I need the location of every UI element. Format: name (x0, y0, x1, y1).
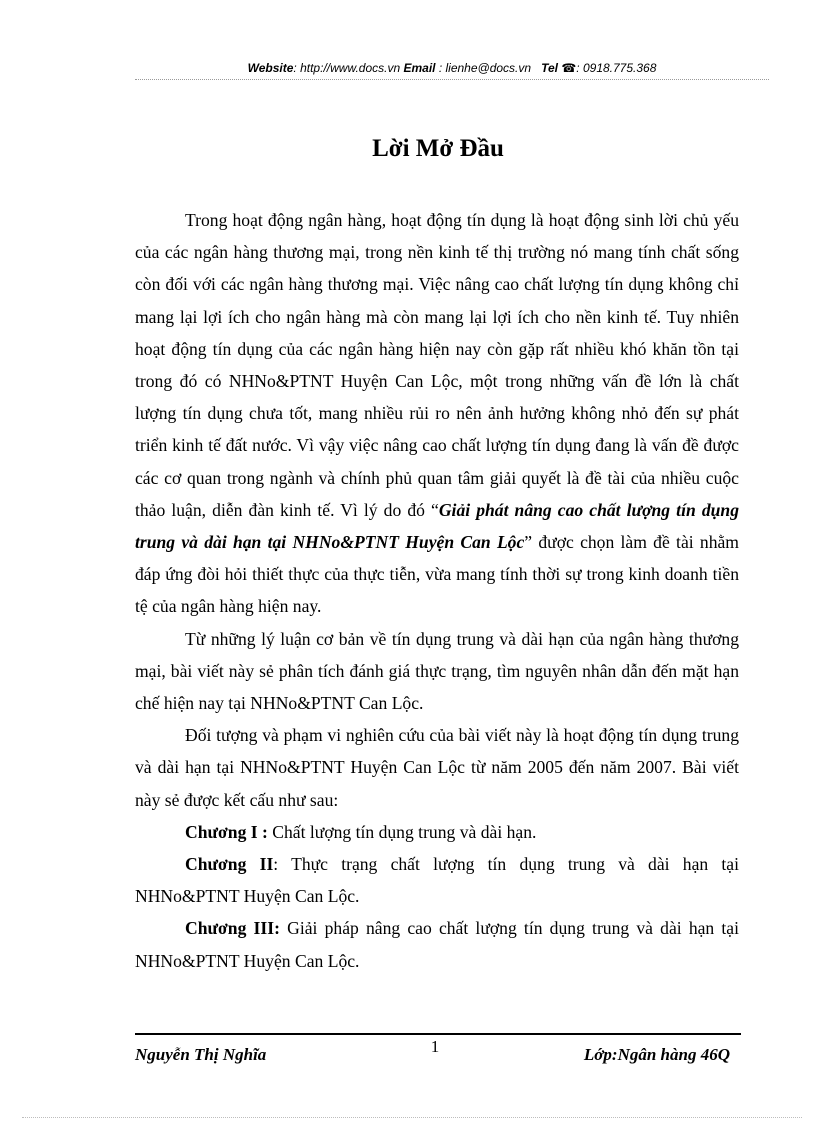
chapter-text: Giải pháp nâng cao chất lượng tín dụng trung và dài hạn tại NHNo&PTNT Huyện Can Lộc. (135, 918, 739, 971)
topic-title: Giải phát nâng cao chất lượng tín dụng trung và dài hạn tại NHNo&PTNT Huyện Can Lộc (135, 499, 739, 553)
tel-value: : 0918.775.368 (576, 61, 657, 75)
footer-class: Lớp:Ngân hàng 46Q (583, 1045, 730, 1064)
chapter-text: : Thực trạng chất lượng tín dụng trung và dài hạn tại NHNo&PTNT Huyện Can Lộc. (135, 854, 739, 907)
paragraph-scope: Từ những lý luận cơ bản về tín dụng trung và dài hạn của ngân hàng thương mại, bài viết này sẻ phân tích đánh giá thực trạng, tìm nguyên nhân dẫn đến mặt hạn chế hiện nay tại NHNo&PTNT Can Lộc. (135, 628, 739, 714)
page-title: Lời Mở Đầu (372, 135, 504, 162)
paragraph-intro (135, 204, 739, 623)
phone-icon: ☎ (561, 61, 577, 75)
tel-label: Tel (541, 61, 558, 75)
email-value: : lienhe@docs.vn (435, 61, 532, 75)
paragraph-structure: Đối tượng và phạm vi nghiên cứu của bài viết này là hoạt động tín dụng trung và dài hạn tại NHNo&PTNT Huyện Can Lộc từ năm 2005 đến năm 2007. Bài viết này sẻ được kết cấu như sau: (135, 725, 739, 810)
chapter-label: Chương III: (185, 918, 280, 939)
website-label: Website (247, 61, 294, 75)
page-number: 1 (430, 1037, 440, 1056)
chapter-text: Chất lượng tín dụng trung và dài hạn. (267, 821, 537, 842)
paragraph-intro-text-b: ” được chọn làm đề tài nhằm đáp ứng đòi hỏi thiết thực của thực tiễn, vừa mang tính thời sự trong kinh doanh tiền tệ của ngân hàng hiện nay. (135, 532, 739, 617)
chapter-item (135, 912, 739, 976)
email-label: Email (403, 61, 436, 75)
footer-author: Nguyễn Thị Nghĩa (135, 1045, 267, 1064)
chapter-item (135, 816, 739, 848)
header-divider (135, 79, 769, 80)
website-value: : http://www.docs.vn (293, 61, 401, 75)
page-edge-line (22, 1117, 802, 1118)
chapter-item (135, 848, 739, 912)
document-body (135, 204, 739, 977)
footer-divider (135, 1033, 741, 1035)
chapter-label: Chương II (185, 854, 274, 875)
paragraph-intro-text-a: Trong hoạt động ngân hàng, hoạt động tín dụng là hoạt động sinh lời chủ yếu của các ngân hàng thương mại, trong nền kinh tế thị trường nó mang tính chất sống còn đối với các ngân hàng thương mại. Việc nâng cao chất lượng tín dụng không chỉ mang lại lợi ích cho ngân hàng mà còn mang lại lợi ích cho nền kinh tế. Tuy nhiên hoạt động tín dụng của các ngân hàng hiện nay còn gặp rất nhiều khó khăn tồn tại trong đó có NHNo&PTNT Huyện Can Lộc, một trong những vấn đề lớn là chất lượng tín dụng chưa tốt, mang nhiều rủi ro nên ảnh hưởng không nhỏ đến sự phát triển kinh tế đất nước. Vì vậy việc nâng cao chất lượng tín dụng đang là vấn đề được các cơ quan trong ngành và chính phủ quan tâm giải quyết là đề tài của nhiều cuộc thảo luận, diễn đàn kinh tế. Vì lý do đó “ (135, 210, 739, 520)
chapter-label: Chương I : (185, 821, 268, 842)
page-header (135, 60, 769, 76)
